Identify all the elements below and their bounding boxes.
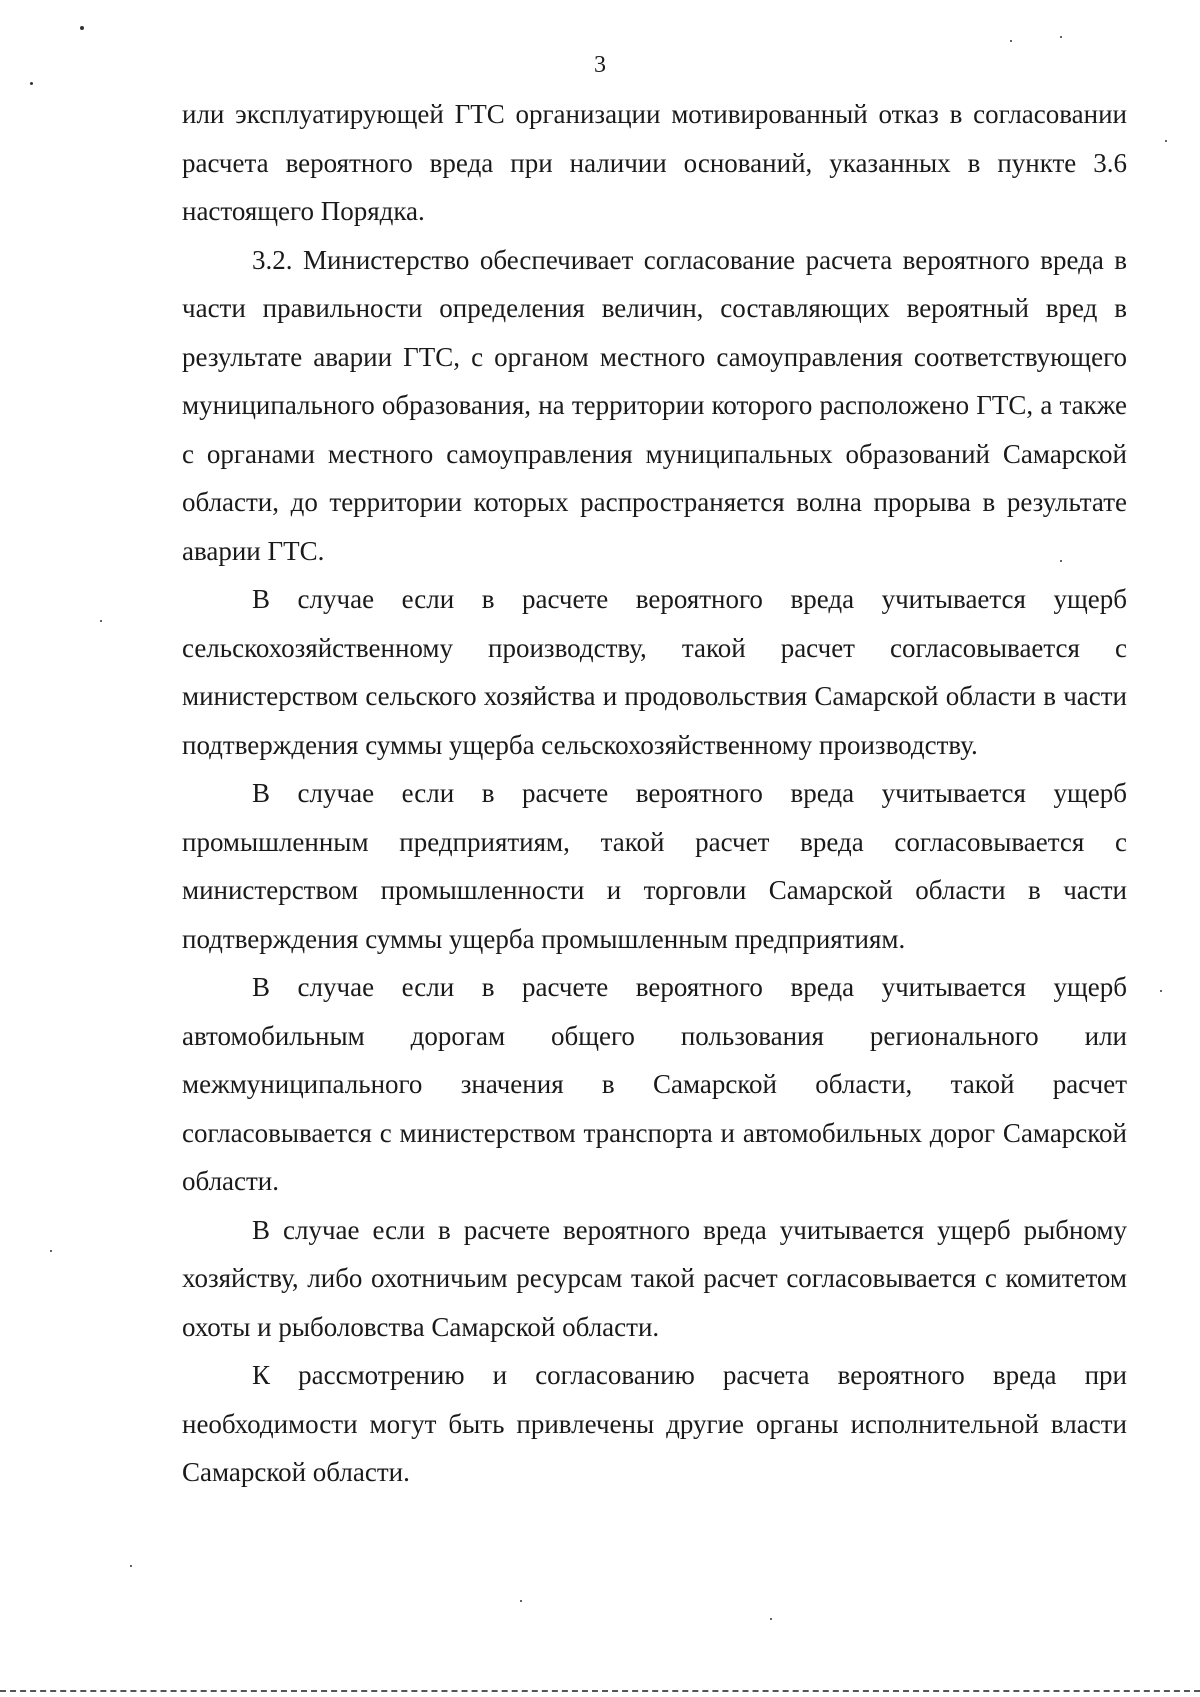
scan-speck bbox=[50, 1250, 52, 1252]
scan-speck bbox=[80, 26, 84, 30]
scan-speck bbox=[1165, 140, 1167, 142]
scan-speck bbox=[1010, 40, 1012, 42]
scan-speck bbox=[1060, 36, 1062, 38]
paragraph-fisheries: В случае если в расчете вероятного вреда учитывается ущерб рыбному хозяйству, либо охотничьим ресурсам такой расчет согласовывается с комитетом охоты и рыболовства Самарской области. bbox=[182, 1214, 1127, 1342]
scan-speck bbox=[100, 620, 102, 622]
page-number: 3 bbox=[594, 52, 606, 78]
paragraph-roads: В случае если в расчете вероятного вреда учитывается ущерб автомобильным дорогам общего пользования регионального или межмуниципального значения в Самарской области, такой расчет согласовывается с министерством транспорта и автомобильных дорог Самарской области. bbox=[182, 972, 1127, 1196]
scan-speck bbox=[30, 82, 33, 85]
document-body bbox=[182, 90, 1127, 1497]
paragraph-3-2: 3.2. Министерство обеспечивает согласование расчета вероятного вреда в части правильности определения величин, составляющих вероятный вред в результате аварии ГТС, с органом местного самоуправления соответствующего муниципального образования, на территории которого расположено ГТС, а также с органами местного самоуправления муниципальных образований Самарской области, до территории которых распространяется волна прорыва в результате аварии ГТС. bbox=[182, 244, 1127, 566]
paragraph-agriculture: В случае если в расчете вероятного вреда учитывается ущерб сельскохозяйственному производству, такой расчет согласовывается с министерством сельского хозяйства и продовольствия Самарской области в части подтверждения суммы ущерба сельскохозяйственному производству. bbox=[182, 584, 1127, 760]
bottom-scan-edge bbox=[0, 1690, 1200, 1692]
scan-speck bbox=[130, 1565, 132, 1567]
paragraph-continuation: или эксплуатирующей ГТС организации мотивированный отказ в согласовании расчета вероятного вреда при наличии оснований, указанных в пункте 3.6 настоящего Порядка. bbox=[182, 99, 1127, 226]
scan-speck bbox=[770, 1618, 772, 1620]
paragraph-industry: В случае если в расчете вероятного вреда учитывается ущерб промышленным предприятиям, такой расчет вреда согласовывается с министерством промышленности и торговли Самарской области в части подтверждения суммы ущерба промышленным предприятиям. bbox=[182, 778, 1127, 954]
scan-speck bbox=[1160, 990, 1162, 992]
scan-speck bbox=[1060, 560, 1062, 562]
paragraph-other-authorities: К рассмотрению и согласованию расчета вероятного вреда при необходимости могут быть привлечены другие органы исполнительной власти Самарской области. bbox=[182, 1360, 1127, 1487]
scan-speck bbox=[520, 1600, 522, 1602]
